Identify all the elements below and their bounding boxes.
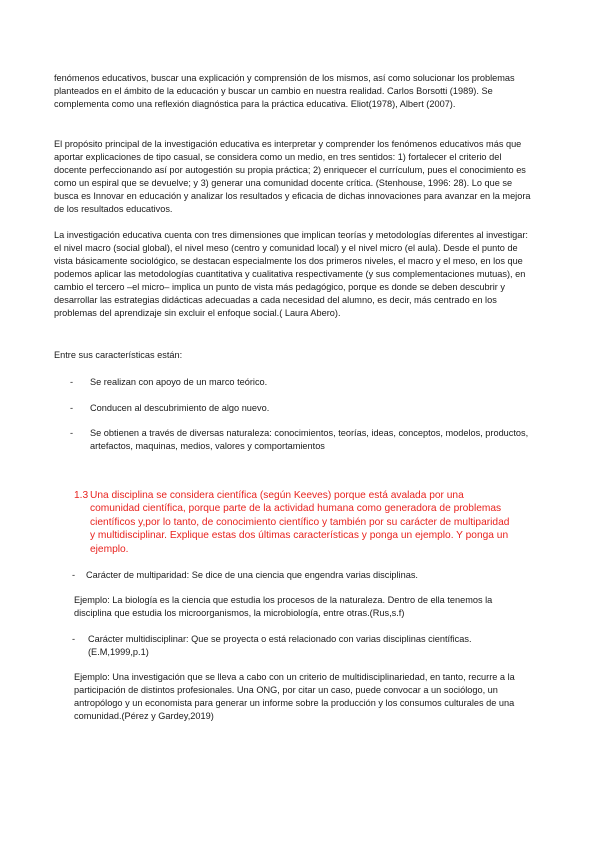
- characteristic-item-2: [70, 402, 532, 415]
- example-1-paragraph: Ejemplo: La biología es la ciencia que estudia los procesos de la naturaleza. Dentro de ella tenemos la disciplina que estudia los microorganismos, la microbiología, entre otras.(Rus,s.f): [74, 595, 493, 618]
- multiparidad-item: [72, 569, 512, 582]
- multiparidad-text: Carácter de multiparidad: Se dice de una ciencia que engendra varias disciplinas.: [86, 570, 418, 580]
- bullet-dash: -: [70, 428, 74, 438]
- bullet-dash: -: [72, 634, 76, 644]
- multidisciplinar-text: Carácter multidisciplinar: Que se proyecta o está relacionado con varias disciplinas científicas.(E.M,1999,p.1): [88, 634, 472, 657]
- dimensions-paragraph: La investigación educativa cuenta con tres dimensiones que implican teorías y metodologías diferentes al investigar: el nivel macro (social global), el nivel meso (centro y comunidad local) y el nivel micro (el aula). Desde el punto de vista básicamente sociológico, se destacan especialmente los dos primeros niveles, el macro y el meso, en los que podemos aplicar las metodologías cuantitativa y cualitativa respectivamente (y sus complementaciones mutuas), en cambio el tercero –el micro– implica un punto de vista más pedagógico, porque es donde se deben descubrir y desarrollar las estrategias didácticas adecuadas a cada necesidad del alumno, es decir, más centrado en los problemas del aprendizaje sin excluir el enfoque social.( Laura Abero).: [54, 230, 528, 318]
- characteristic-item-3: [70, 427, 532, 453]
- characteristic-item-1: [70, 376, 532, 389]
- characteristic-text: Conducen al descubrimiento de algo nuevo.: [90, 403, 270, 413]
- characteristic-text: Se obtienen a través de diversas naturaleza: conocimientos, teorías, ideas, conceptos, modelos, productos, artefactos, maquinas, medios, valores y comportamientos: [90, 428, 529, 451]
- characteristic-text: Se realizan con apoyo de un marco teórico.: [90, 377, 268, 387]
- question-heading: [74, 489, 514, 556]
- characteristics-intro: Entre sus características están:: [54, 350, 183, 360]
- question-text: Una disciplina se considera científica (según Keeves) porque está avalada por una comunidad científica, porque parte de la actividad humana como generadora de problemas científicos y,por lo tanto, de conocimiento científico y también por su carácter de multiparidad y multidisciplinar. Explique estas dos últimas características y ponga un ejemplo. Y ponga un ejemplo.: [90, 490, 510, 555]
- bullet-dash: -: [72, 570, 76, 580]
- purpose-paragraph: El propósito principal de la investigación educativa es interpretar y comprender los fenómenos educativos más que aportar explicaciones de tipo casual, se considera como un medio, en tres sentidos: 1) fortalecer el criterio del docente perfeccionando así por autogestión su propia práctica; 2) enriquecer el currículum, pues el conocimiento es como un espiral que se devuelve; y 3) generar una comunidad docente crítica. (Stenhouse, 1996: 28). Lo que se busca es Innovar en educación y analizar los resultados y eficacia de dichas innovaciones para avanzar en la mejora de los resultados educativos.: [54, 139, 531, 214]
- intro-paragraph: fenómenos educativos, buscar una explicación y comprensión de los mismos, así como solucionar los problemas planteados en el ámbito de la educación y buscar un cambio en nuestra realidad. Carlos Borsotti (1989). Se complementa como una reflexión diagnóstica para la práctica educativa. Eliot(1978), Albert (2007).: [54, 73, 515, 109]
- bullet-dash: -: [70, 377, 74, 387]
- multidisciplinar-item: [72, 633, 512, 659]
- question-number: 1.3: [74, 490, 89, 501]
- example-2-paragraph: Ejemplo: Una investigación que se lleva a cabo con un criterio de multidisciplinariedad, en tanto, recurre a la participación de distintos profesionales. Una ONG, por citar un caso, puede convocar a un sociólogo, un antropólogo y un economista para generar un informe sobre la producción y los consumos culturales de una comunidad.(Pérez y Gardey,2019): [74, 672, 515, 721]
- bullet-dash: -: [70, 403, 74, 413]
